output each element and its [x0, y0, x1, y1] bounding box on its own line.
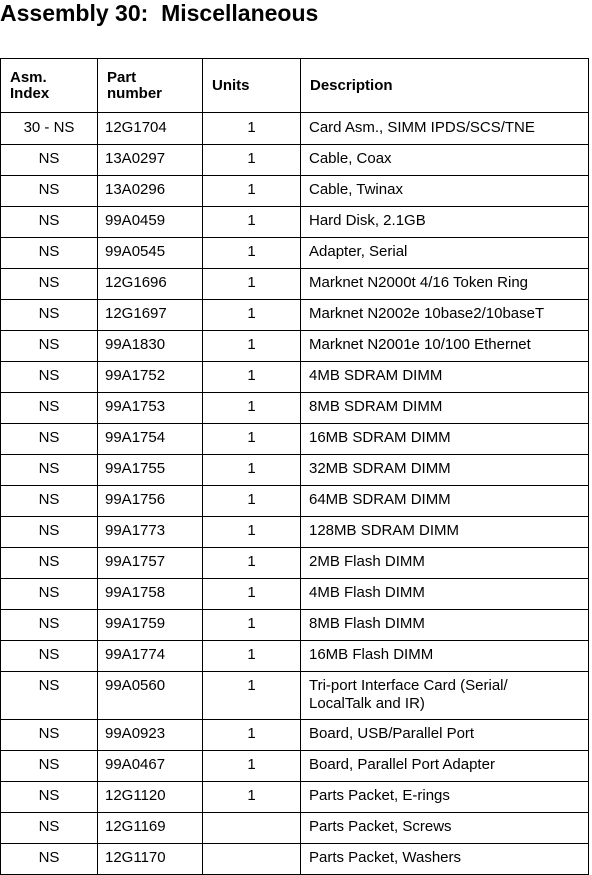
cell-asm-index: NS: [1, 331, 98, 362]
cell-units: 1: [203, 672, 301, 720]
table-row: [1, 238, 589, 269]
cell-asm-index: NS: [1, 269, 98, 300]
header-asm-index-label: Asm. Index: [10, 69, 50, 102]
cell-units: 1: [203, 207, 301, 238]
table-row: [1, 579, 589, 610]
cell-asm-index: NS: [1, 782, 98, 813]
cell-units: 1: [203, 113, 301, 145]
cell-asm-index: NS: [1, 672, 98, 720]
cell-part-number: 99A1753: [98, 393, 203, 424]
cell-description: 8MB Flash DIMM: [301, 610, 589, 641]
cell-part-number: 13A0296: [98, 176, 203, 207]
cell-description: Parts Packet, E-rings: [301, 782, 589, 813]
table-row: [1, 641, 589, 672]
cell-part-number: 13A0297: [98, 145, 203, 176]
cell-asm-index: NS: [1, 610, 98, 641]
cell-part-number: 99A1752: [98, 362, 203, 393]
cell-asm-index: NS: [1, 455, 98, 486]
cell-part-number: 99A0459: [98, 207, 203, 238]
parts-table-body: [1, 113, 589, 875]
page-title: Assembly 30: Miscellaneous: [0, 0, 319, 26]
cell-description: Tri-port Interface Card (Serial/ LocalTalk and IR): [301, 672, 589, 720]
cell-description: 128MB SDRAM DIMM: [301, 517, 589, 548]
cell-part-number: 12G1169: [98, 813, 203, 844]
table-row: [1, 145, 589, 176]
cell-description: Cable, Twinax: [301, 176, 589, 207]
cell-units: 1: [203, 145, 301, 176]
cell-description: 32MB SDRAM DIMM: [301, 455, 589, 486]
header-description-label: Description: [310, 77, 393, 94]
cell-part-number: 99A1757: [98, 548, 203, 579]
table-row: [1, 455, 589, 486]
table-header-row: [1, 59, 589, 113]
cell-description: 4MB SDRAM DIMM: [301, 362, 589, 393]
cell-asm-index: NS: [1, 300, 98, 331]
cell-units: 1: [203, 331, 301, 362]
cell-units: 1: [203, 720, 301, 751]
cell-description: 64MB SDRAM DIMM: [301, 486, 589, 517]
header-units-label: Units: [212, 77, 250, 94]
cell-part-number: 12G1704: [98, 113, 203, 145]
cell-description: Parts Packet, Screws: [301, 813, 589, 844]
cell-description: Board, Parallel Port Adapter: [301, 751, 589, 782]
cell-asm-index: NS: [1, 517, 98, 548]
cell-description: Parts Packet, Washers: [301, 844, 589, 875]
cell-part-number: 99A0560: [98, 672, 203, 720]
cell-units: 1: [203, 517, 301, 548]
cell-units: 1: [203, 641, 301, 672]
cell-part-number: 12G1120: [98, 782, 203, 813]
cell-part-number: 12G1170: [98, 844, 203, 875]
cell-part-number: 99A1754: [98, 424, 203, 455]
table-row: [1, 486, 589, 517]
cell-units: 1: [203, 424, 301, 455]
cell-description: 16MB SDRAM DIMM: [301, 424, 589, 455]
header-part-number-label: Part number: [107, 69, 163, 102]
cell-units: 1: [203, 548, 301, 579]
cell-units: 1: [203, 393, 301, 424]
cell-asm-index: NS: [1, 393, 98, 424]
table-row: [1, 720, 589, 751]
cell-part-number: 99A1756: [98, 486, 203, 517]
cell-part-number: 99A1830: [98, 331, 203, 362]
cell-part-number: 99A1758: [98, 579, 203, 610]
cell-asm-index: NS: [1, 207, 98, 238]
table-row: [1, 207, 589, 238]
header-asm-index: [1, 59, 98, 113]
cell-units: [203, 844, 301, 875]
cell-part-number: 99A0923: [98, 720, 203, 751]
cell-asm-index: 30 - NS: [1, 113, 98, 145]
cell-description: 8MB SDRAM DIMM: [301, 393, 589, 424]
cell-asm-index: NS: [1, 720, 98, 751]
cell-description: 4MB Flash DIMM: [301, 579, 589, 610]
cell-description: Marknet N2001e 10/100 Ethernet: [301, 331, 589, 362]
cell-description: Board, USB/Parallel Port: [301, 720, 589, 751]
table-row: [1, 751, 589, 782]
cell-part-number: 12G1697: [98, 300, 203, 331]
cell-part-number: 99A0545: [98, 238, 203, 269]
cell-asm-index: NS: [1, 176, 98, 207]
table-row: [1, 362, 589, 393]
cell-part-number: 99A1755: [98, 455, 203, 486]
cell-description: Adapter, Serial: [301, 238, 589, 269]
table-row: [1, 393, 589, 424]
table-row: [1, 517, 589, 548]
cell-description: 2MB Flash DIMM: [301, 548, 589, 579]
cell-units: 1: [203, 269, 301, 300]
header-units: [203, 59, 301, 113]
cell-part-number: 12G1696: [98, 269, 203, 300]
table-row: [1, 331, 589, 362]
cell-units: 1: [203, 300, 301, 331]
cell-description: Card Asm., SIMM IPDS/SCS/TNE: [301, 113, 589, 145]
cell-asm-index: NS: [1, 548, 98, 579]
cell-units: 1: [203, 782, 301, 813]
cell-units: 1: [203, 751, 301, 782]
cell-units: 1: [203, 362, 301, 393]
header-part-number: [98, 59, 203, 113]
cell-part-number: 99A1774: [98, 641, 203, 672]
cell-units: 1: [203, 486, 301, 517]
cell-units: 1: [203, 238, 301, 269]
cell-part-number: 99A1759: [98, 610, 203, 641]
parts-table: [0, 58, 589, 875]
table-row: [1, 269, 589, 300]
cell-units: 1: [203, 579, 301, 610]
table-row: [1, 176, 589, 207]
table-row: [1, 300, 589, 331]
cell-description: Marknet N2002e 10base2/10baseT: [301, 300, 589, 331]
cell-asm-index: NS: [1, 813, 98, 844]
cell-description: Cable, Coax: [301, 145, 589, 176]
cell-asm-index: NS: [1, 641, 98, 672]
cell-asm-index: NS: [1, 362, 98, 393]
cell-asm-index: NS: [1, 238, 98, 269]
table-row: [1, 424, 589, 455]
cell-description: Hard Disk, 2.1GB: [301, 207, 589, 238]
table-row: [1, 813, 589, 844]
table-row: [1, 844, 589, 875]
table-row: [1, 548, 589, 579]
table-row: [1, 672, 589, 720]
cell-description: Marknet N2000t 4/16 Token Ring: [301, 269, 589, 300]
cell-description: 16MB Flash DIMM: [301, 641, 589, 672]
cell-units: 1: [203, 176, 301, 207]
cell-asm-index: NS: [1, 751, 98, 782]
table-row: [1, 113, 589, 145]
table-row: [1, 782, 589, 813]
table-row: [1, 610, 589, 641]
cell-units: 1: [203, 610, 301, 641]
header-description: [301, 59, 589, 113]
cell-asm-index: NS: [1, 145, 98, 176]
cell-asm-index: NS: [1, 424, 98, 455]
cell-units: 1: [203, 455, 301, 486]
cell-part-number: 99A0467: [98, 751, 203, 782]
cell-part-number: 99A1773: [98, 517, 203, 548]
cell-asm-index: NS: [1, 844, 98, 875]
cell-units: [203, 813, 301, 844]
cell-asm-index: NS: [1, 486, 98, 517]
cell-asm-index: NS: [1, 579, 98, 610]
